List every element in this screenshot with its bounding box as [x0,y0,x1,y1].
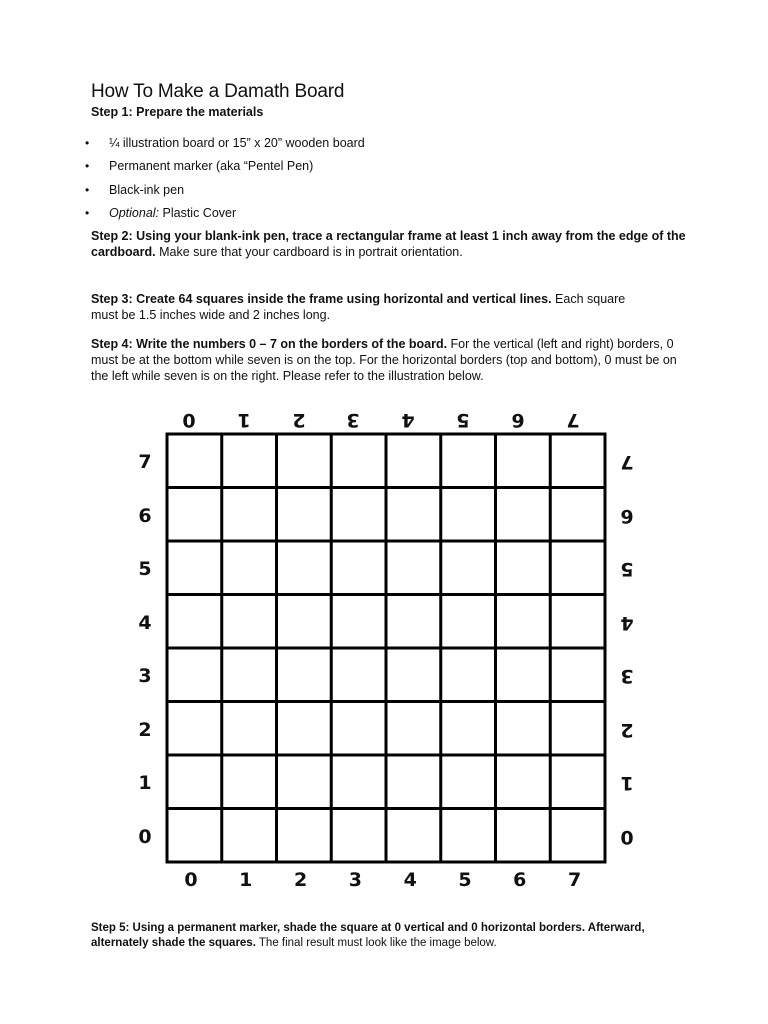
step5-paragraph [91,921,691,951]
optional-label: Optional: [109,205,160,220]
step5-text: The final result must look like the image below. [255,937,497,949]
bottom-border-number: 0 [184,869,198,891]
bottom-border-number: 6 [513,869,527,891]
top-border-number: 7 [565,409,580,431]
step2-bold: Step 2: Using your blank-ink pen, trace a rectangular frame at least 1 inch away from the edge of the cardboard. [91,229,686,259]
bullet-icon: • [85,182,90,197]
left-border-number: 0 [138,825,152,848]
right-border-number: 7 [620,451,634,473]
left-border-number: 7 [138,451,152,473]
left-border-number: 5 [138,558,152,580]
step5-bold: Step 5: Using a permanent marker, shade the square at 0 vertical and 0 horizontal borders. Afterward, alternately shade the squares. [91,922,645,949]
right-border-number: 6 [620,504,634,527]
bullet-icon: • [85,136,90,150]
right-border-number: 0 [620,825,634,848]
step4-text: For the vertical (left and right) borders, 0 must be at the bottom while seven is on the top. For the horizontal borders (top and bottom), 0 must be on the left while seven is on the right. Please refer to the illustration below. [91,337,677,383]
right-border-number: 2 [620,718,634,741]
bullet-icon: • [85,159,90,174]
right-border-number: 4 [620,611,634,634]
left-border-number: 3 [138,665,152,687]
right-border-number: 1 [620,772,634,794]
step3-text: Each square must be 1.5 inches wide and 2 inches long. [91,292,626,322]
top-border-number: 3 [346,409,361,431]
bottom-border-number: 5 [458,869,472,891]
top-border-number: 6 [511,409,525,431]
left-border-number: 4 [138,611,152,634]
left-border-number: 1 [138,772,152,794]
list-item: • Black-ink pen [85,182,185,197]
right-border-number: 5 [620,558,634,580]
step4-paragraph [91,336,691,384]
left-border-number: 2 [138,718,152,741]
bottom-border-number: 7 [567,869,582,891]
step2-text: Make sure that your cardboard is in portrait orientation. [155,245,463,259]
step1-heading: Step 1: Prepare the materials [91,105,264,119]
bottom-border-number: 1 [239,869,253,891]
top-border-number: 2 [291,409,306,431]
bullet-icon: • [85,205,90,220]
bottom-border-number: 2 [293,869,308,891]
bottom-border-number: 3 [348,869,362,891]
step2-paragraph [91,228,691,260]
step4-bold: Step 4: Write the numbers 0 – 7 on the borders of the board. [91,337,448,351]
left-border-number: 6 [138,504,152,527]
list-item: • Permanent marker (aka “Pentel Pen) [85,159,314,174]
list-item: • ¼ illustration board or 15” x 20” wooden board [85,136,365,150]
top-border-number: 0 [182,409,196,431]
list-item: • Optional: Plastic Cover [85,205,237,220]
bottom-border-number: 4 [403,869,417,891]
step3-bold: Step 3: Create 64 squares inside the frame using horizontal and vertical lines. [91,292,552,306]
right-border-number: 3 [620,665,634,687]
page-title: How To Make a Damath Board [91,81,345,102]
step3-paragraph [91,291,631,323]
top-border-number: 1 [237,409,251,431]
materials-list [85,134,365,227]
top-border-number: 4 [401,409,415,431]
board-frame [167,434,605,862]
top-border-number: 5 [456,409,470,431]
